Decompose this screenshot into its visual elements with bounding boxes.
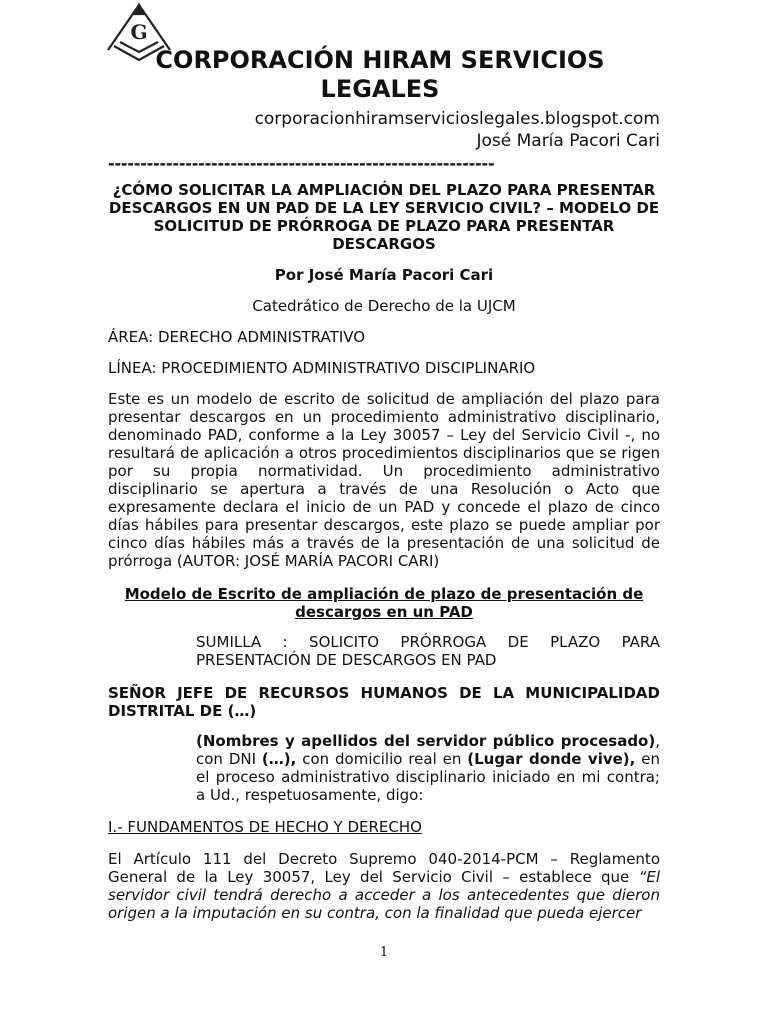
sumilla: SUMILLA : SOLICITO PRÓRROGA DE PLAZO PARA PRESENTACIÓN DE DESCARGOS EN PAD	[196, 633, 660, 669]
author-role: Catedrático de Derecho de la UJCM	[252, 297, 516, 315]
petitioner-address: (Lugar donde vive),	[467, 750, 636, 768]
separator-line: ------------------------------------------------------------	[108, 156, 495, 172]
section1-paragraph: El Artículo 111 del Decreto Supremo 040-2014-PCM – Reglamento General de la Ley 30057, Ley del Servicio Civil – establece que “El servidor civil tendrá derecho a acceder a los antecedentes que dieron origen a la imputación en su contra, con la finalidad que pueda ejercer	[108, 850, 660, 922]
petitioner-name: (Nombres y apellidos del servidor público procesado)	[196, 732, 656, 750]
addressee: SEÑOR JEFE DE RECURSOS HUMANOS DE LA MUNICIPALIDAD DISTRITAL DE (…)	[108, 684, 660, 720]
section1-quote: “El servidor civil tendrá derecho a acceder a los antecedentes que dieron origen a la imputación en su contra, con la finalidad que pueda ejercer	[108, 868, 660, 922]
author-name-header: José María Pacori Cari	[476, 131, 660, 151]
organization-name: CORPORACIÓN HIRAM SERVICIOS LEGALES	[155, 46, 605, 103]
area-label: ÁREA: DERECHO ADMINISTRATIVO	[108, 328, 366, 346]
svg-text:G: G	[130, 20, 148, 44]
line-label: LÍNEA: PROCEDIMIENTO ADMINISTRATIVO DISCIPLINARIO	[108, 359, 536, 377]
petitioner-dni: (…),	[261, 750, 297, 768]
article-title: ¿CÓMO SOLICITAR LA AMPLIACIÓN DEL PLAZO PARA PRESENTAR DESCARGOS EN UN PAD DE LA LEY SERVICIO CIVIL? – MODELO DE SOLICITUD DE PRÓRROGA DE PLAZO PARA PRESENTAR DESCARGOS	[108, 181, 660, 253]
section1-heading: I.- FUNDAMENTOS DE HECHO Y DERECHO	[108, 818, 422, 836]
petitioner-paragraph: (Nombres y apellidos del servidor público procesado), con DNI (…), con domicilio real en (Lugar donde vive), en el proceso administrativo disciplinario iniciado en mi contra; a Ud., respetuosamente, digo:	[196, 732, 660, 804]
blog-url: corporacionhiramservicioslegales.blogspot.com	[254, 109, 660, 129]
byline: Por José María Pacori Cari	[274, 266, 494, 284]
model-heading: Modelo de Escrito de ampliación de plazo de presentación de descargos en un PAD	[124, 585, 644, 621]
page-number: 1	[379, 945, 389, 960]
intro-paragraph: Este es un modelo de escrito de solicitud de ampliación del plazo para presentar descargos en un procedimiento administrativo disciplinario, denominado PAD, conforme a la Ley 30057 – Ley del Servicio Civil -, no resultará de aplicación a otros procedimientos disciplinarios que se rigen por su propia normatividad. Un procedimiento administrativo disciplinario se apertura a través de una Resolución o Acto que expresamente declara el inicio de un PAD y concede el plazo de cinco días hábiles para presentar descargos, este plazo se puede ampliar por cinco días hábiles más a través de la presentación de una solicitud de prórroga (AUTOR: JOSÉ MARÍA PACORI CARI)	[108, 390, 660, 570]
